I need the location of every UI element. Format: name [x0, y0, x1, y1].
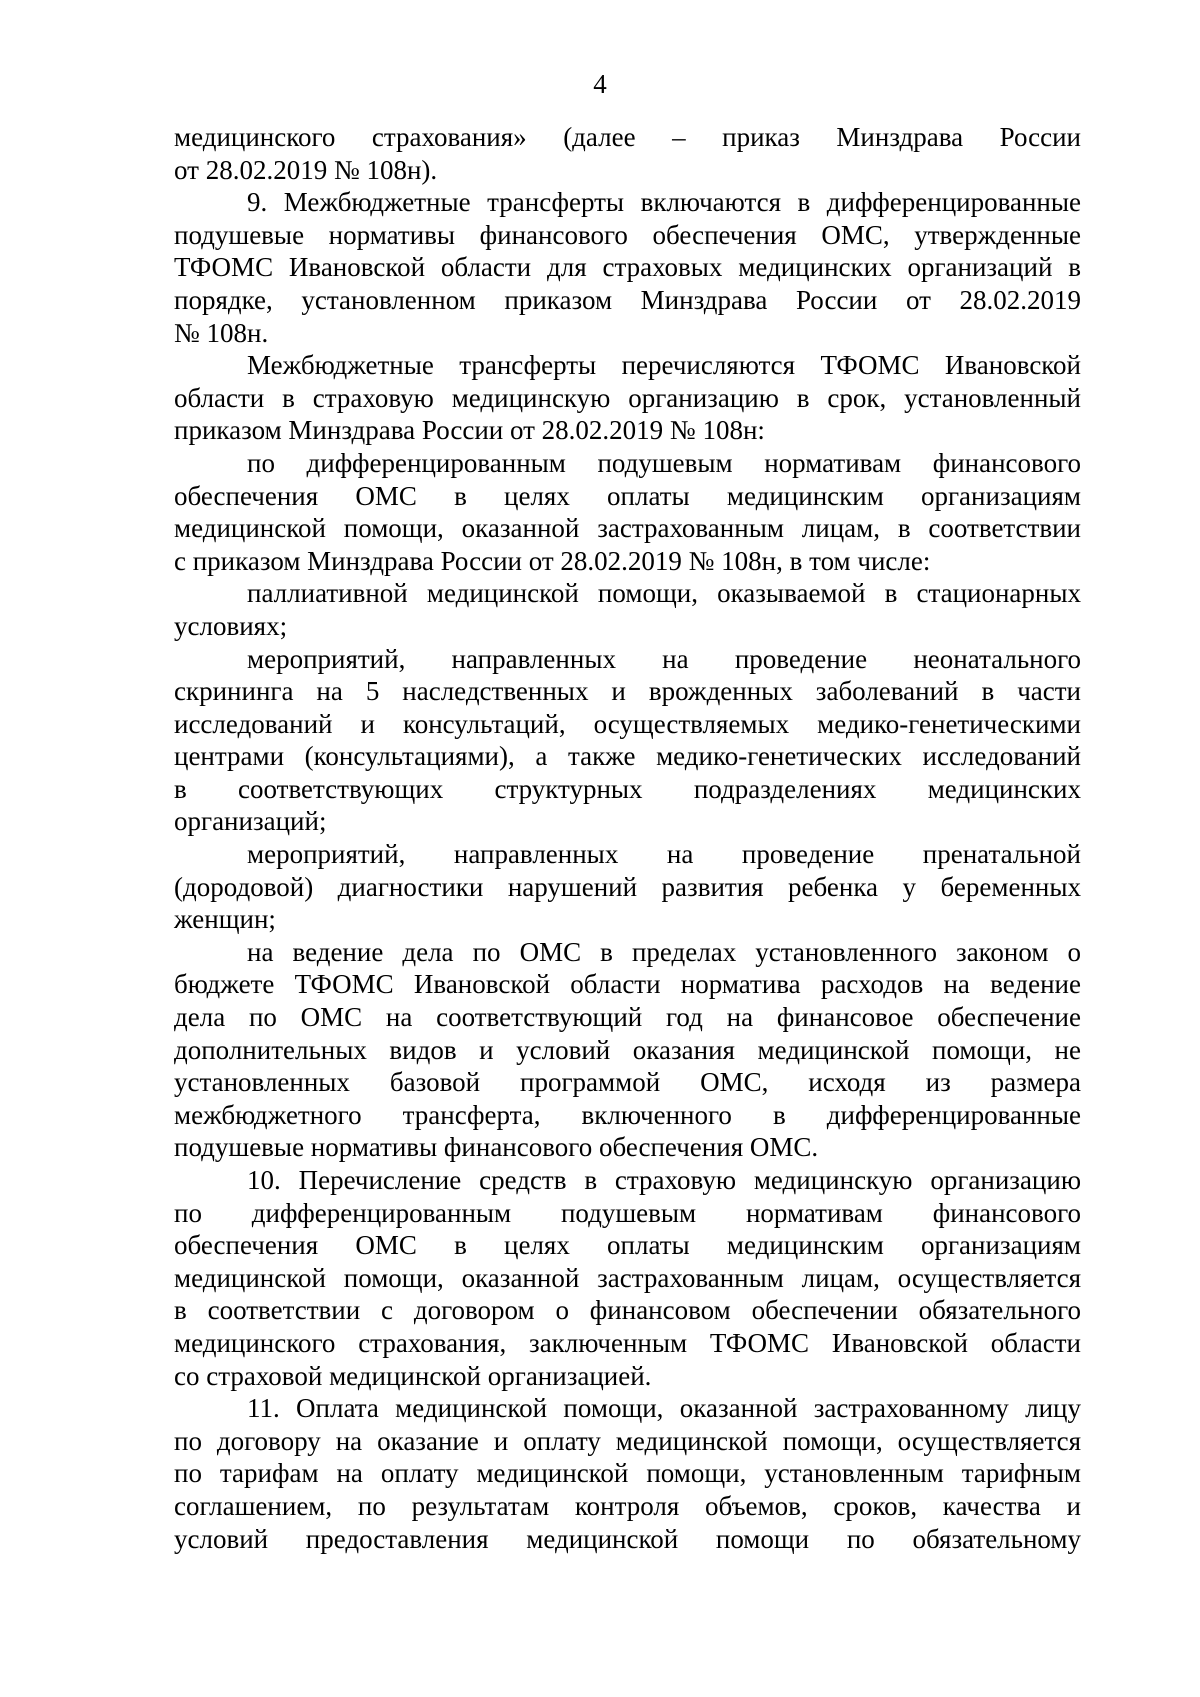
text-line: подушевые нормативы финансового обеспечения ОМС.	[174, 1132, 819, 1163]
text-line: условий предоставления медицинской помощи по обязательному	[174, 1523, 1081, 1554]
text-line: условиях;	[174, 610, 288, 641]
text-line: области в страховую медицинскую организацию в срок, установленный	[174, 382, 1081, 413]
text-line: подушевые нормативы финансового обеспечения ОМС, утвержденные	[174, 219, 1081, 250]
text-line: бюджете ТФОМС Ивановской области норматива расходов на ведение	[174, 969, 1081, 1000]
text-line: (дородовой) диагностики нарушений развития ребенка у беременных	[174, 871, 1081, 902]
text-line: медицинской помощи, оказанной застрахованным лицам, осуществляется	[174, 1262, 1081, 1293]
text-line: по дифференцированным подушевым нормативам финансового	[247, 447, 1081, 478]
text-line: межбюджетного трансферта, включенного в дифференцированные	[174, 1099, 1081, 1130]
text-line: паллиативной медицинской помощи, оказываемой в стационарных	[247, 578, 1081, 609]
text-line: № 108н.	[174, 317, 269, 348]
text-line: соглашением, по результатам контроля объемов, сроков, качества и	[174, 1490, 1081, 1521]
text-line: 9. Межбюджетные трансферты включаются в дифференцированные	[247, 187, 1081, 218]
text-line: по дифференцированным подушевым нормативам финансового	[174, 1197, 1081, 1228]
text-line: в соответствующих структурных подразделениях медицинских	[174, 773, 1081, 804]
document-body	[174, 121, 1081, 1555]
text-line: скрининга на 5 наследственных и врожденных заболеваний в части	[174, 676, 1081, 707]
text-line: дополнительных видов и условий оказания медицинской помощи, не	[174, 1034, 1081, 1065]
text-line: от 28.02.2019 № 108н).	[174, 154, 438, 185]
text-line: 10. Перечисление средств в страховую медицинскую организацию	[247, 1165, 1081, 1195]
text-line: женщин;	[174, 904, 276, 935]
text-line: по договору на оказание и оплату медицинской помощи, осуществляется	[174, 1425, 1081, 1456]
text-line: дела по ОМС на соответствующий год на финансовое обеспечение	[174, 1002, 1081, 1033]
text-line: по тарифам на оплату медицинской помощи, установленным тарифным	[174, 1458, 1081, 1489]
text-line: исследований и консультаций, осуществляемых медико-генетическими	[174, 708, 1081, 739]
text-line: центрами (консультациями), а также медико-генетических исследований	[174, 741, 1081, 772]
text-line: мероприятий, направленных на проведение пренатальной	[247, 839, 1081, 870]
text-line: с приказом Минздрава России от 28.02.2019 № 108н, в том числе:	[174, 545, 931, 576]
text-line: обеспечения ОМС в целях оплаты медицинским организациям	[174, 1230, 1081, 1261]
text-line: обеспечения ОМС в целях оплаты медицинским организациям	[174, 480, 1081, 511]
text-line: медицинской помощи, оказанной застрахованным лицам, в соответствии	[174, 513, 1081, 544]
text-line: медицинского страхования, заключенным ТФОМС Ивановской области	[174, 1327, 1081, 1358]
page-number: 4	[593, 69, 607, 99]
text-line: приказом Минздрава России от 28.02.2019 № 108н:	[174, 415, 765, 446]
text-line: Межбюджетные трансферты перечисляются ТФОМС Ивановской	[247, 350, 1081, 381]
text-line: организаций;	[174, 806, 327, 837]
text-line: установленных базовой программой ОМС, исходя из размера	[174, 1067, 1081, 1098]
text-line: ТФОМС Ивановской области для страховых медицинских организаций в	[174, 252, 1081, 283]
text-line: порядке, установленном приказом Минздрава России от 28.02.2019	[174, 284, 1081, 315]
text-line: медицинского страхования» (далее – приказ Минздрава России	[174, 122, 1081, 152]
text-line: 11. Оплата медицинской помощи, оказанной застрахованному лицу	[247, 1393, 1081, 1424]
text-line: со страховой медицинской организацией.	[174, 1360, 652, 1391]
text-line: в соответствии с договором о финансовом обеспечении обязательного	[174, 1295, 1081, 1326]
text-line: мероприятий, направленных на проведение неонатального	[247, 643, 1081, 674]
text-line: на ведение дела по ОМС в пределах установленного законом о	[247, 936, 1081, 967]
